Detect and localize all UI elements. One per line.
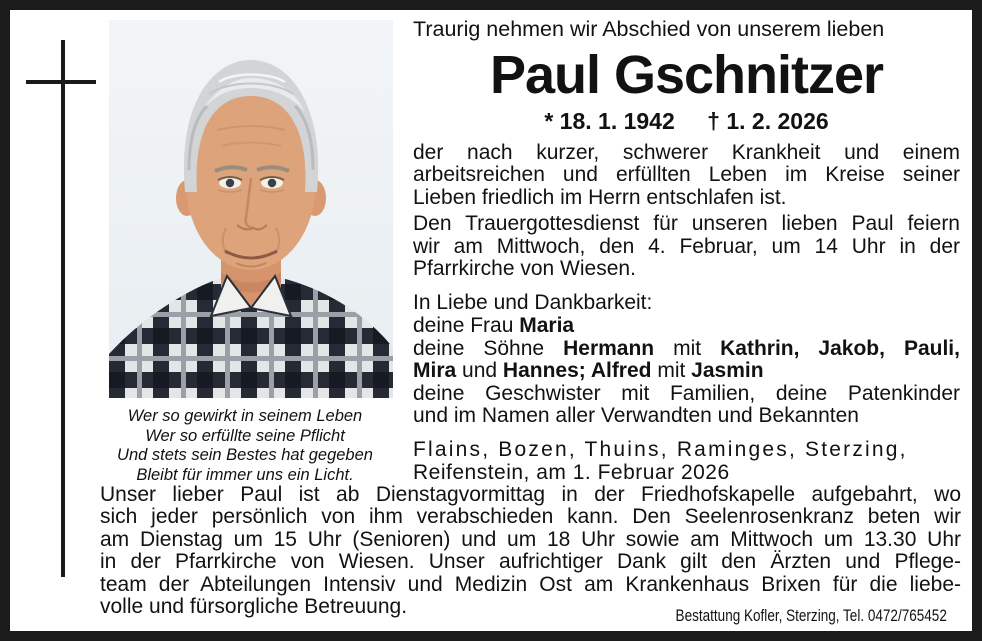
family-line [413, 405, 960, 428]
poem-line: Wer so erfüllte seine Pflicht [145, 426, 345, 445]
text-segment: deine Geschwister mit Familien, deine Patenkinder [413, 381, 960, 405]
text-line: Den Trauergottesdienst für unseren lieben Paul feiern [413, 212, 960, 236]
main-column [413, 14, 960, 484]
life-dates [413, 108, 960, 134]
paragraph-passing [413, 142, 960, 209]
text-line: volle und fürsorgliche Betreuung. [100, 595, 408, 619]
text-line: der nach kurzer, schwerer Krankheit und einem [413, 141, 960, 164]
text-segment: Mira [413, 359, 457, 383]
portrait-illustration [109, 20, 393, 398]
family-line [413, 383, 960, 406]
intro-line: Traurig nehmen wir Abschied von unserem lieben [413, 17, 885, 41]
cross-vertical-bar [61, 40, 65, 577]
poem-line: Bleibt für immer uns ein Licht. [136, 465, 354, 484]
poem-line: Und stets sein Bestes hat gegeben [117, 446, 373, 464]
text-segment: Hermann [563, 336, 655, 360]
family-block [413, 292, 960, 428]
undertaker-credit: Bestattung Kofler, Sterzing, Tel. 0472/765452 [675, 607, 947, 625]
text-line: Lieben friedlich im Herrn entschlafen ist. [413, 185, 787, 209]
text-line: in der Pfarrkirche von Wiesen. Unser aufrichtiger Dank gilt den Ärzten und Pflege- [100, 550, 961, 574]
cross-icon [26, 40, 96, 577]
birth-date: * 18. 1. 1942 [544, 108, 675, 134]
places-date-block [413, 438, 960, 484]
paragraph-viewing-thanks [100, 484, 961, 618]
text-segment: Hannes; Alfred [502, 359, 652, 383]
cross-horizontal-bar [26, 80, 96, 84]
portrait-photo [109, 20, 393, 398]
text-segment: deine Frau [413, 314, 520, 338]
gratitude-heading: In Liebe und Dankbarkeit: [413, 291, 653, 315]
text-line: sich jeder persönlich von ihm verabschieden kann. Den Seelenrosenkranz beten wir [100, 505, 961, 529]
family-line [413, 338, 960, 361]
text-segment: mit [654, 336, 721, 360]
poem-line: Wer so gewirkt in seinem Leben [127, 407, 363, 425]
text-segment: Maria [519, 314, 575, 338]
family-line [413, 360, 960, 383]
places-line: Flains, Bozen, Thuins, Raminges, Sterzing, [413, 438, 908, 461]
places-line: Reifenstein, am 1. Februar 2026 [413, 461, 730, 484]
deceased-name: Paul Gschnitzer [489, 45, 884, 105]
paragraph-service [413, 213, 960, 280]
text-line: wir am Mittwoch, den 4. Februar, um 14 Uhr in der [413, 234, 960, 258]
text-segment: Jasmin [691, 359, 764, 383]
text-segment: deine Söhne [413, 336, 564, 360]
text-line: team der Abteilungen Intensiv und Medizin Ost am Krankenhaus Brixen für die liebe- [100, 572, 961, 596]
text-line: arbeitsreichen und erfüllten Leben im Kreise seiner [413, 163, 960, 187]
memorial-poem [85, 407, 405, 485]
text-segment: Kathrin, Jakob, Pauli, [720, 336, 960, 360]
text-segment: und [456, 359, 503, 383]
death-date: † 1. 2. 2026 [707, 108, 829, 134]
text-segment: und im Namen aller Verwandten und Bekannten [413, 404, 859, 428]
text-segment: mit [651, 359, 692, 383]
text-line: Unser lieber Paul ist ab Dienstagvormittag in der Friedhofskapelle aufgebahrt, wo [100, 483, 961, 506]
text-line: Pfarrkirche von Wiesen. [413, 257, 636, 281]
text-line: am Dienstag um 15 Uhr (Senioren) und um 18 Uhr sowie am Mittwoch um 13.30 Uhr [100, 527, 961, 551]
family-line [413, 315, 960, 338]
